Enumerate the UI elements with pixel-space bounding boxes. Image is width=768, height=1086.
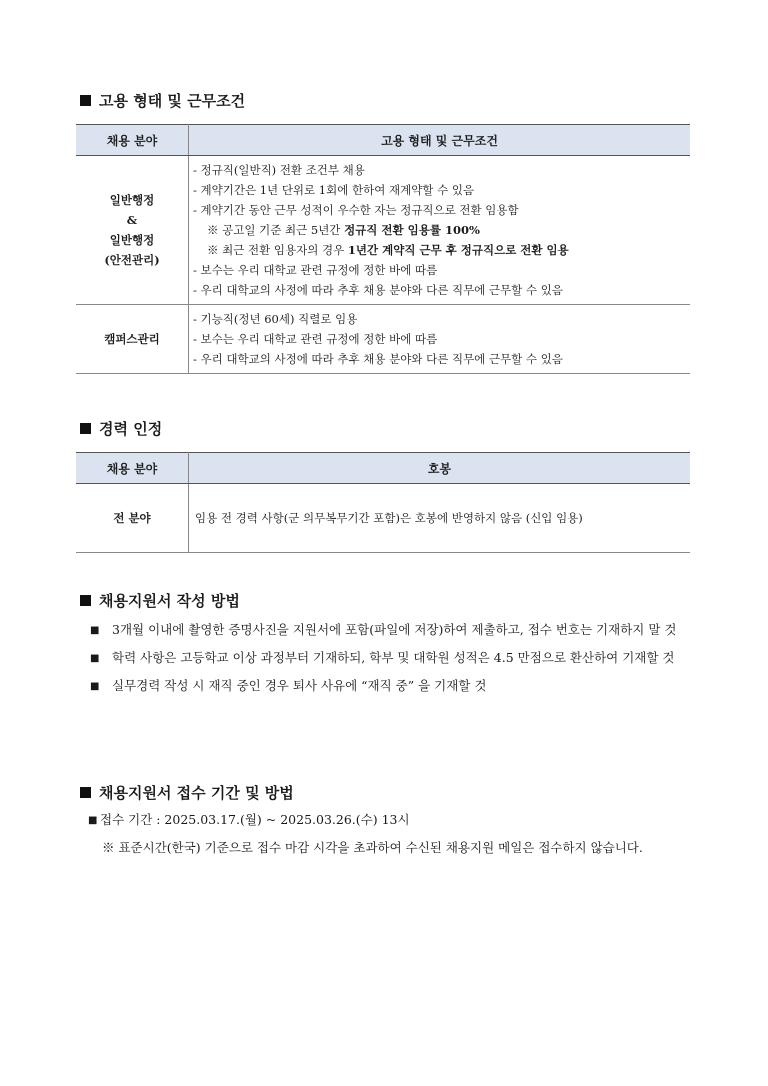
period-list — [88, 806, 698, 861]
section-title-employment: 고용 형태 및 근무조건 — [80, 90, 245, 111]
list-item: ■ 학력 사항은 고등학교 이상 과정부터 기재하되, 학부 및 대학원 성적은 4.5 만점으로 환산하여 기재할 것 — [90, 644, 700, 672]
square-bullet-icon: ■ — [90, 653, 100, 664]
period-note: ※ 표준시간(한국) 기준으로 접수 마감 시각을 초과하여 수신된 채용지원 메일은 접수하지 않습니다. — [102, 840, 643, 855]
career-text: 임용 전 경력 사항(군 의무복무기간 포함)은 호봉에 반영하지 않음 (신입 임용) — [189, 484, 691, 553]
square-bullet-icon — [80, 595, 91, 606]
list-item: ■ 실무경력 작성 시 재직 중인 경우 퇴사 사유에 “재직 중” 을 기재할 것 — [90, 672, 700, 700]
square-bullet-icon: ■ — [90, 625, 100, 636]
section-title-application-guide: 채용지원서 작성 방법 — [80, 590, 240, 611]
section-title-application-period: 채용지원서 접수 기간 및 방법 — [80, 782, 294, 803]
square-bullet-icon: ■ — [90, 681, 100, 692]
list-item: ■ 3개월 이내에 촬영한 증명사진을 지원서에 포함(파일에 저장)하여 제출하고, 접수 번호는 기재하지 말 것 — [90, 616, 700, 644]
career-table — [76, 452, 690, 553]
table-row — [76, 305, 690, 374]
header-conditions: 고용 형태 및 근무조건 — [189, 125, 691, 156]
square-bullet-icon: ■ — [88, 815, 98, 826]
employment-table — [76, 124, 690, 374]
section-title-career: 경력 인정 — [80, 418, 162, 439]
conditions-cell: - 기능직(정년 60세) 직렬로 임용 - 보수는 우리 대학교 관련 규정에 정한 바에 따름 - 우리 대학교의 사정에 따라 추후 채용 분야와 다른 직무에 근무할 수 있음 — [189, 305, 691, 374]
square-bullet-icon — [80, 95, 91, 106]
table-row — [76, 484, 690, 553]
field-cell: 일반행정 & 일반행정 (안전관리) — [76, 156, 189, 305]
header-field: 채용 분야 — [76, 125, 189, 156]
conditions-cell: - 정규직(일반직) 전환 조건부 채용 - 계약기간은 1년 단위로 1회에 한하여 재계약할 수 있음 - 계약기간 동안 근무 성적이 우수한 자는 정규직으로 전환 임용함 ※ 공고일 기준 최근 5년간 정규직 전환 임용률 100% ※ 최근 전환 임용자의 경우 1년간 계약직 근무 후 정규직으로 전환 임용 - 보수는 우리 대학교 관련 규정에 정한 바에 따름 - 우리 대학교의 사정에 따라 추후 채용 분야와 다른 직무에 근무할 수 있음 — [189, 156, 691, 305]
field-cell: 캠퍼스관리 — [76, 305, 189, 374]
guide-list — [90, 616, 700, 700]
table-row — [76, 156, 690, 305]
header-step: 호봉 — [189, 453, 691, 484]
square-bullet-icon — [80, 423, 91, 434]
header-field: 채용 분야 — [76, 453, 189, 484]
square-bullet-icon — [80, 787, 91, 798]
field-cell: 전 분야 — [76, 484, 189, 553]
list-item: ■ 접수 기간 : 2025.03.17.(월) ~ 2025.03.26.(수) 13시 — [88, 806, 698, 834]
